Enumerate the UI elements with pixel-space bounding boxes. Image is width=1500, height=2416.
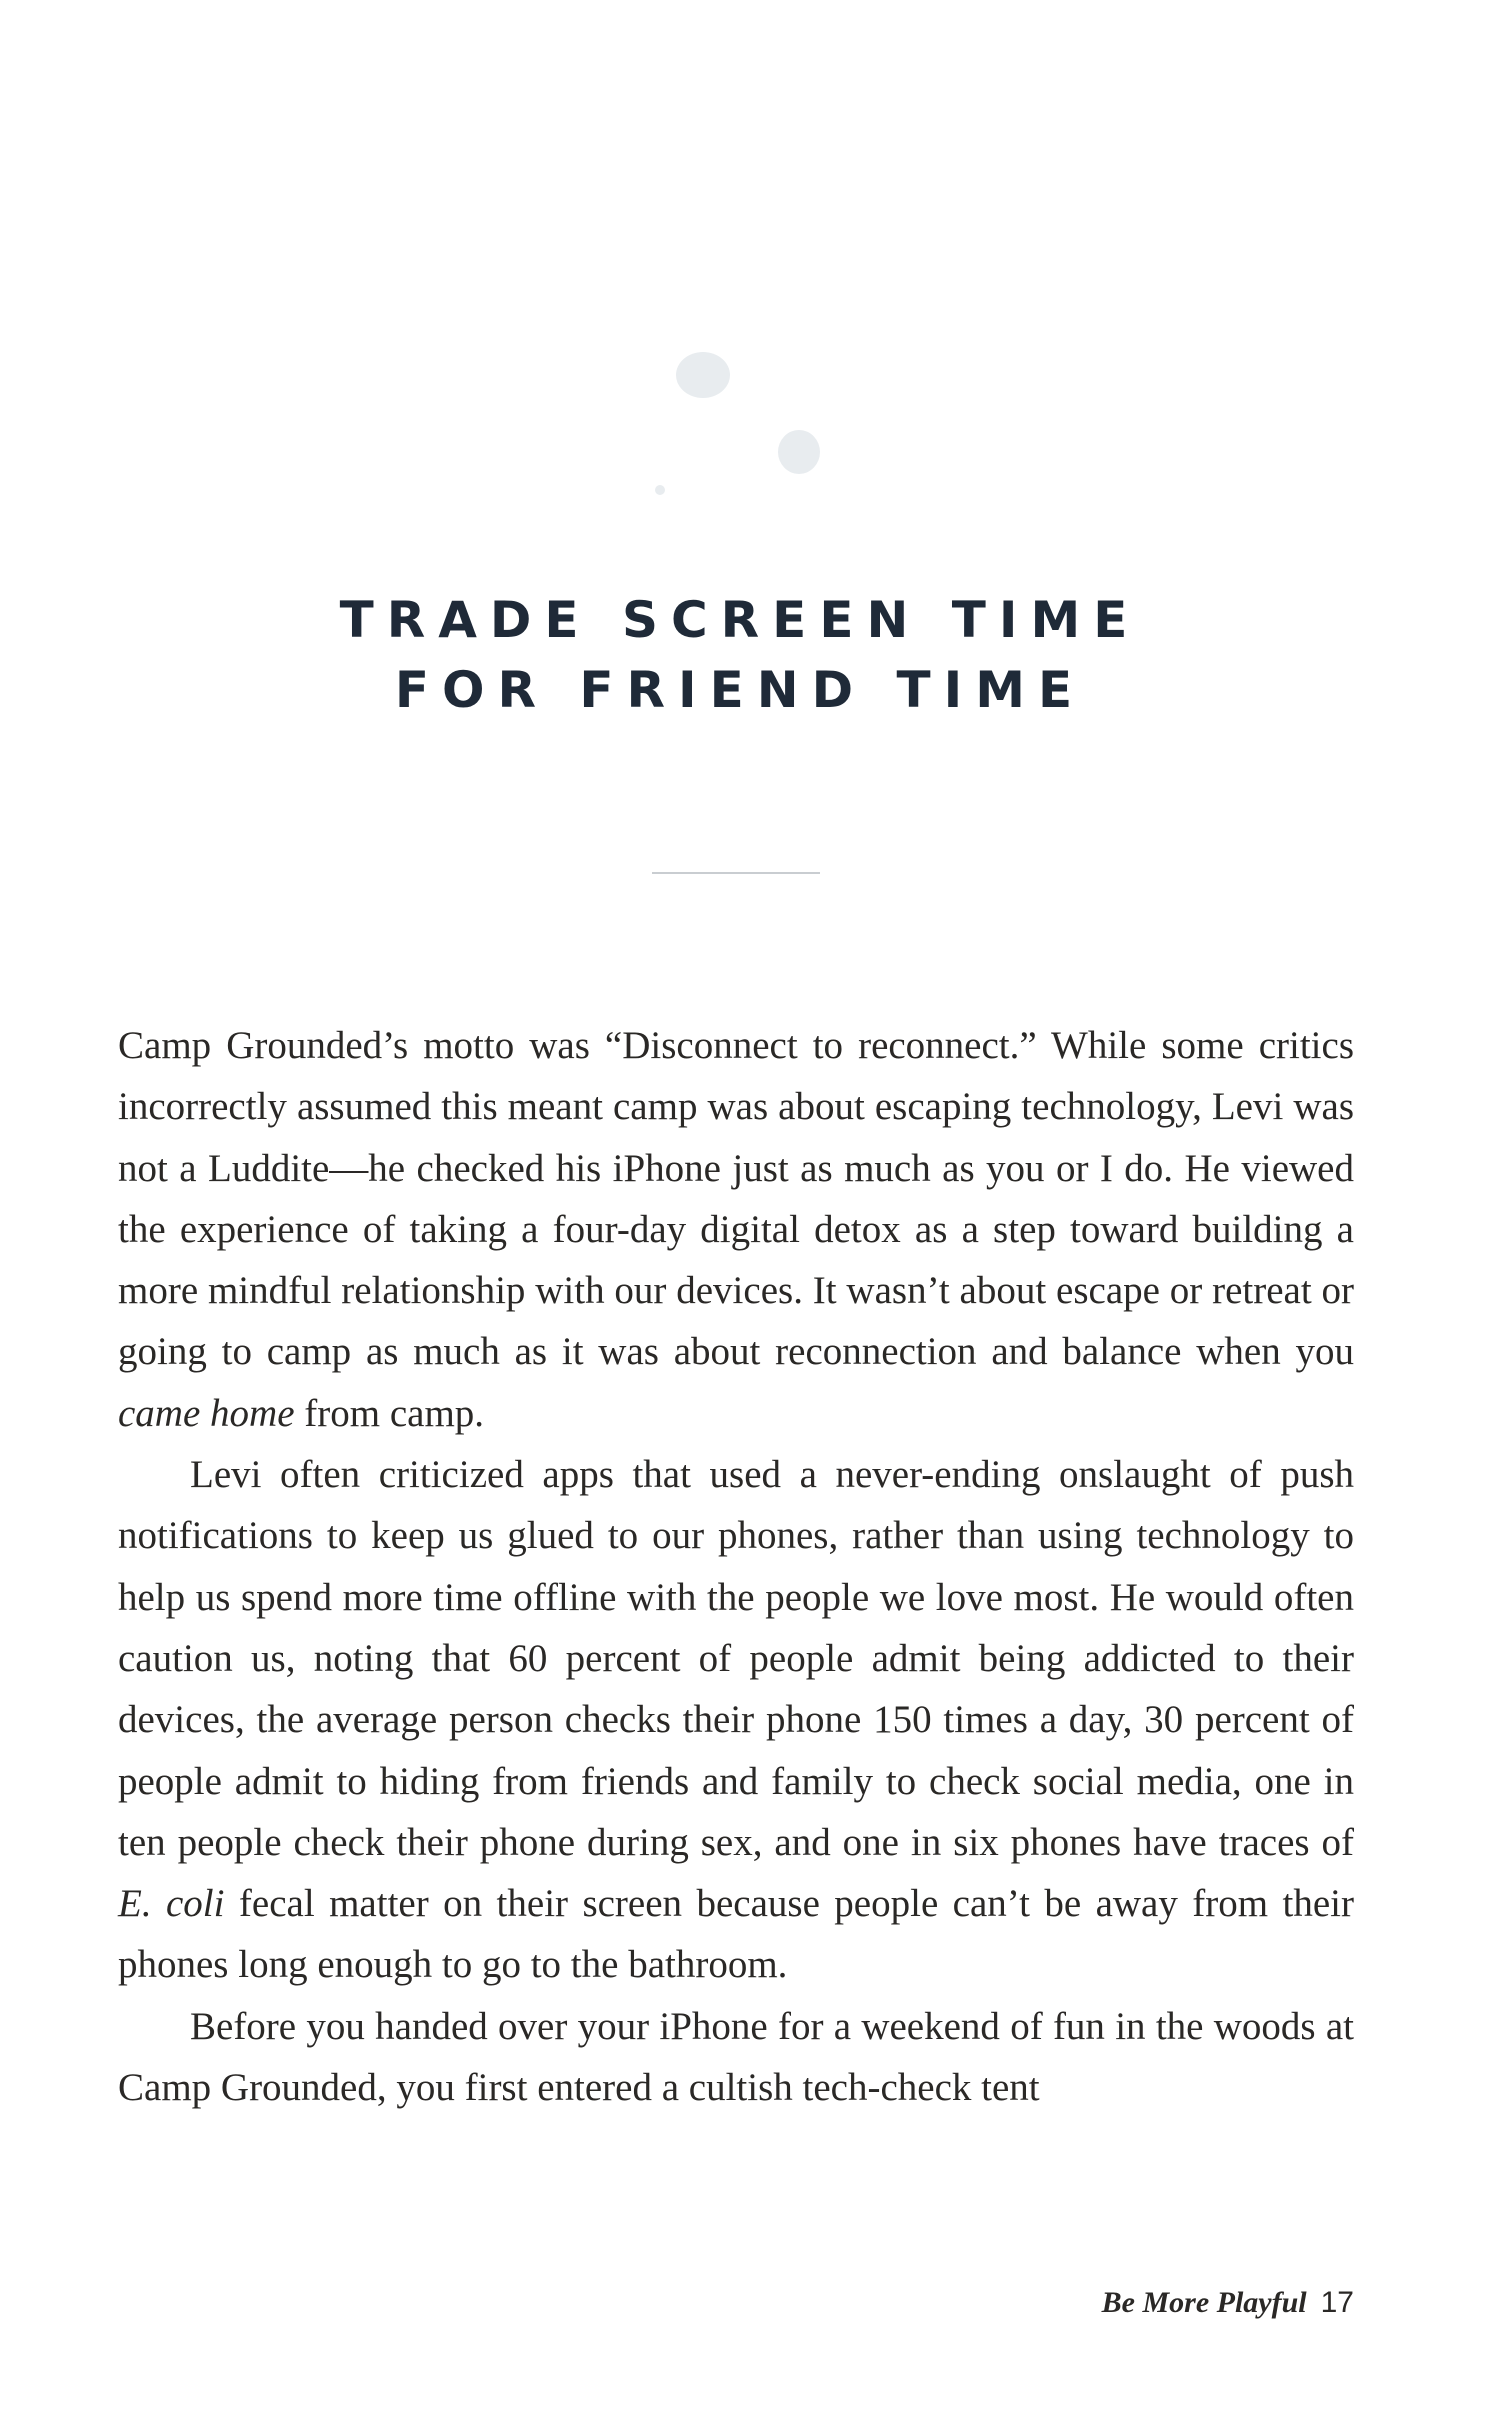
page-footer <box>1102 2286 1354 2320</box>
paragraph-2 <box>118 1444 1354 1996</box>
scan-speck <box>655 485 665 495</box>
paragraph-1-emphasis: came home <box>118 1391 295 1435</box>
paragraph-1-text-a: Camp Grounded’s motto was “Disconnect to reconnect.” While some critics incorrectly assumed this meant camp was about escaping technology, Levi was not a Luddite—he checked his iPhone just as much as you or I do. He viewed the experience of taking a four-day digital detox as a step toward building a more mindful relationship with our devices. It wasn’t about escape or retreat or going to camp as much as it was about reconnection and balance when you <box>118 1024 1354 1374</box>
scan-speck <box>778 430 820 474</box>
section-title-line-2: FOR FRIEND TIME <box>394 661 1086 719</box>
section-title <box>0 585 1480 725</box>
paragraph-2-text-a: Levi often criticized apps that used a never-ending onslaught of push notifications to keep us glued to our phones, rather than using technology to help us spend more time offline with the people we love most. He would often caution us, noting that 60 percent of people admit being addicted to their devices, the average person checks their phone 150 times a day, 30 percent of people admit to hiding from friends and family to check social media, one in ten people check their phone during sex, and one in six phones have traces of <box>118 1453 1354 1864</box>
paragraph-3-text: Before you handed over your iPhone for a weekend of fun in the woods at Camp Grounded, you first entered a cultish tech-check tent <box>118 2004 1354 2110</box>
paragraph-1 <box>118 1015 1354 1444</box>
body-text <box>118 1015 1354 2118</box>
page-number: 17 <box>1320 2286 1354 2319</box>
paragraph-1-text-b: from camp. <box>294 1391 485 1435</box>
section-title-line-1: TRADE SCREEN TIME <box>339 591 1141 649</box>
paragraph-2-text-b: fecal matter on their screen because people can’t be away from their phones long enough to go to the bathroom. <box>118 1882 1354 1987</box>
scan-speck <box>676 352 730 398</box>
running-footer-title: Be More Playful <box>1101 2286 1307 2319</box>
title-divider <box>652 872 820 874</box>
paragraph-3 <box>118 1996 1354 2119</box>
paragraph-2-emphasis: E. coli <box>118 1882 225 1926</box>
